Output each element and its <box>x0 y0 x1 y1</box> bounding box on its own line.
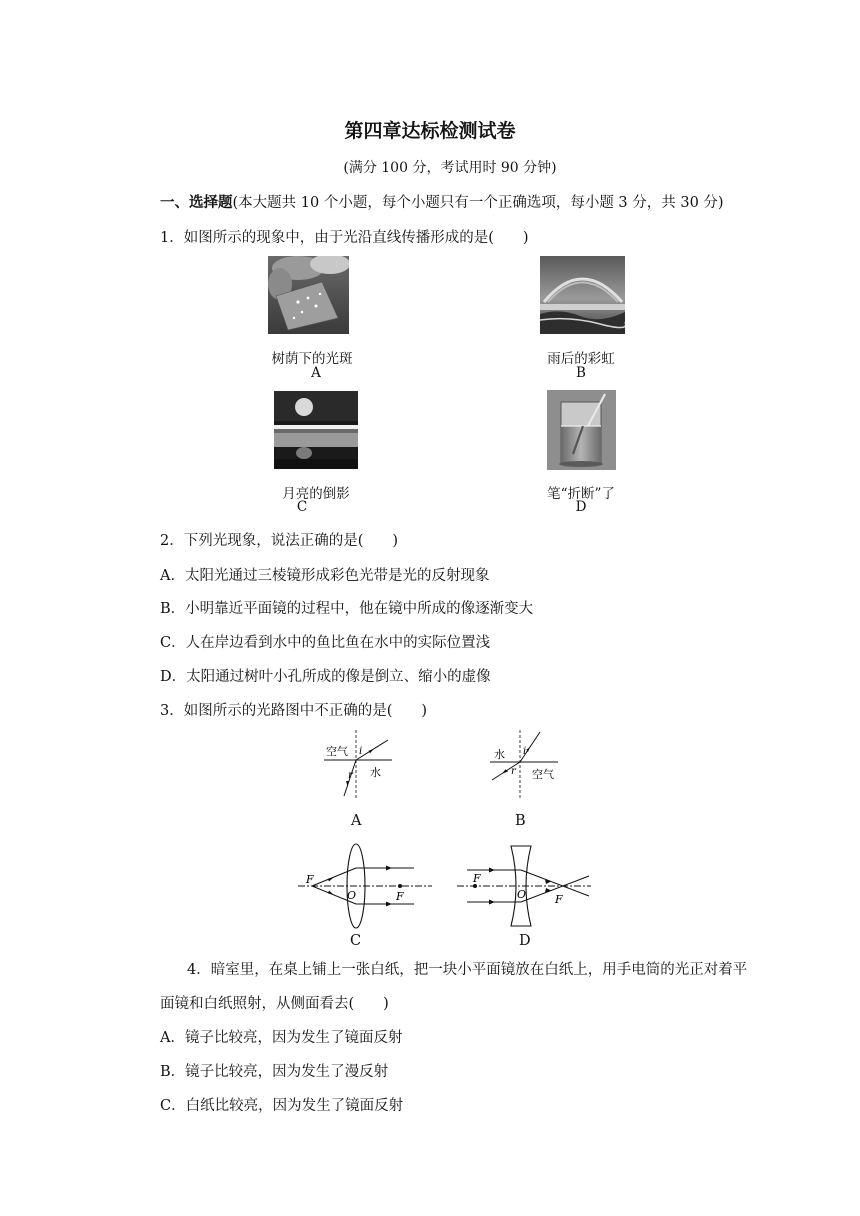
angle-r-label: r <box>348 770 353 781</box>
question-2-stem: 2．下列光现象，说法正确的是( ) <box>160 533 399 549</box>
diagram-a-refraction <box>318 730 398 800</box>
page-subtitle: (满分 100 分，考试用时 90 分钟) <box>343 160 557 176</box>
diagram-b-letter: B <box>515 813 526 829</box>
page-title: 第四章达标检测试卷 <box>344 120 516 142</box>
optical-center-label: O <box>517 888 527 901</box>
focus-left-label: F <box>306 873 314 886</box>
diagram-d-concave-lens <box>455 840 595 930</box>
ray-arrow-icon <box>346 781 349 787</box>
ray-arrow-icon <box>386 866 392 871</box>
question-4-option-b: B．镜子比较亮，因为发生了漫反射 <box>160 1064 389 1080</box>
figure-b-caption: 雨后的彩虹 <box>547 351 615 367</box>
diagram-a-letter: A <box>351 813 362 829</box>
figure-b-letter: B <box>576 365 586 381</box>
question-2-option-c: C．人在岸边看到水中的鱼比鱼在水中的实际位置浅 <box>160 635 491 651</box>
question-2-option-d: D．太阳通过树叶小孔所成的像是倒立、缩小的虚像 <box>160 669 491 685</box>
question-2-option-a: A．太阳光通过三棱镜形成彩色光带是光的反射现象 <box>160 568 490 584</box>
ray-arrow-icon <box>328 877 334 882</box>
question-3-stem: 3．如图所示的光路图中不正确的是( ) <box>160 703 428 719</box>
focus-right-label: F <box>396 890 404 903</box>
medium-bottom-label: 水 <box>370 766 381 779</box>
figure-c-caption: 月亮的倒影 <box>282 486 350 502</box>
ray-arrow-icon <box>489 900 495 905</box>
question-4-stem-line2: 面镜和白纸照射，从侧面看去( ) <box>160 996 389 1012</box>
figure-a-letter: A <box>311 365 321 381</box>
moon-reflection-photo <box>274 391 358 469</box>
angle-r-label: r <box>511 766 516 777</box>
medium-bottom-label: 空气 <box>532 768 554 781</box>
question-4-option-a: A．镜子比较亮，因为发生了镜面反射 <box>160 1030 403 1046</box>
pencil-in-glass-photo <box>547 390 616 470</box>
figure-c-letter: C <box>296 499 308 515</box>
figure-a-caption: 树荫下的光斑 <box>271 351 353 367</box>
diagram-b-refraction <box>486 730 566 800</box>
section-heading <box>160 191 724 212</box>
medium-top-label: 空气 <box>326 745 348 758</box>
optical-center-label: O <box>347 889 357 902</box>
diagram-c-convex-lens <box>296 840 436 930</box>
ray-arrow-icon <box>489 868 495 873</box>
section-heading-label: 一、选择题 <box>160 195 233 211</box>
diagram-d-letter: D <box>519 933 531 949</box>
figure-d-caption: 笔“折断”了 <box>547 486 615 502</box>
question-2-option-b: B．小明靠近平面镜的过程中，他在镜中所成的像逐渐变大 <box>160 601 534 617</box>
angle-i-label: i <box>359 746 363 757</box>
angle-i-label: i <box>523 746 527 757</box>
medium-top-label: 水 <box>494 748 505 761</box>
question-1-stem: 1．如图所示的现象中，由于光沿直线传播形成的是( ) <box>160 230 529 246</box>
ray-arrow-icon <box>386 902 392 907</box>
ray-arrow-icon <box>328 891 334 896</box>
focus-right-label: F <box>555 893 563 906</box>
diagram-c-letter: C <box>350 933 362 949</box>
leaf-shadow-photo <box>268 256 349 334</box>
rainbow-photo <box>540 256 625 334</box>
focus-left-label: F <box>473 872 481 885</box>
question-4-stem-line1: 4．暗室里，在桌上铺上一张白纸，把一块小平面镜放在白纸上，用手电筒的光正对着平 <box>187 962 748 978</box>
figure-d-letter: D <box>575 499 587 515</box>
focal-point <box>398 884 402 888</box>
question-4-option-c: C．白纸比较亮，因为发生了镜面反射 <box>160 1098 404 1114</box>
section-instructions: (本大题共 10 个小题，每个小题只有一个正确选项，每小题 3 分，共 30 分) <box>232 195 724 211</box>
ray-arrow-icon <box>369 749 374 754</box>
